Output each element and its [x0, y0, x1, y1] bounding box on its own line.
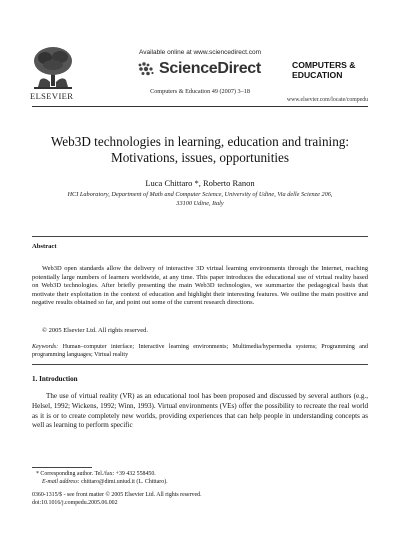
journal-url[interactable]: www.elsevier.com/locate/compedu	[286, 97, 368, 103]
doi-line[interactable]: doi:10.1016/j.compedu.2005.06.002	[32, 499, 118, 506]
introduction-heading: 1. Introduction	[32, 375, 78, 383]
affiliation-line-1: HCI Laboratory, Department of Math and Computer Science, University of Udine, Via delle Scienze 206,	[67, 191, 333, 198]
journal-reference: Computers & Education 49 (2007) 3–18	[150, 88, 250, 95]
abstract-text: Web3D open standards allow the delivery of interactive 3D virtual learning environments through the Internet, reaching potentially large numbers of learners worldwide, at any time. This paper introduces the educational use of virtual reality based on Web3D technologies. After briefly presenting the main Web3D technologies, we summarize the pedagogical basis that motivate their exploitation in the context of education and highlight their interesting features. We outline the main positive and negative results obtained so far, and point out some of the current research directions.	[32, 265, 368, 307]
journal-badge-line1: COMPUTERS &	[292, 60, 356, 70]
journal-badge	[292, 60, 356, 80]
issn-line: 0360-1315/$ - see front matter © 2005 Elsevier Ltd. All rights reserved.	[32, 492, 202, 498]
journal-badge-line2: EDUCATION	[292, 70, 343, 80]
keywords-label: Keywords:	[32, 344, 59, 350]
email-address[interactable]: chittaro@dimi.uniud.it (L. Chittaro).	[81, 479, 168, 485]
article-title	[20, 134, 380, 166]
keywords	[32, 343, 368, 360]
sciencedirect-dots-icon	[137, 61, 155, 77]
abstract-top-rule	[32, 236, 368, 237]
title-line-1: Web3D technologies in learning, education and training:	[50, 134, 350, 149]
keywords-list: Human–computer interface; Interactive learning environments; Multimedia/hypermedia systems; Programming and programming languages; Virtual reality	[32, 344, 368, 359]
sciencedirect-brand: ScienceDirect	[159, 60, 261, 77]
available-online-text: Available online at www.sciencedirect.com	[139, 49, 261, 56]
footnote-rule	[32, 467, 92, 468]
affiliation	[40, 191, 360, 208]
footnote-corresponding: * Corresponding author. Tel./fax: +39 432 558450.	[36, 471, 156, 477]
abstract-heading: Abstract	[32, 243, 57, 250]
abstract-copyright: © 2005 Elsevier Ltd. All rights reserved.	[42, 327, 149, 334]
authors: Luca Chittaro *, Roberto Ranon	[145, 178, 255, 188]
affiliation-line-2: 33100 Udine, Italy	[176, 199, 224, 207]
header-rule	[32, 106, 368, 107]
introduction-text: The use of virtual reality (VR) as an educational tool has been proposed and discussed by several authors (e.g., Helsel, 1992; Wickens, 1992; Winn, 1993). Virtual environments (VEs) offer the possibility to recreate the real world as it is or to create completely new worlds, providing experiences that can help people in understanding concepts as well as learning to perform specific	[32, 392, 368, 430]
title-line-2: Motivations, issues, opportunities	[110, 150, 290, 165]
sciencedirect-logo	[137, 58, 261, 80]
front-matter	[32, 492, 202, 507]
email-label: E-mail address:	[42, 479, 80, 485]
footnote-email	[42, 479, 168, 487]
publisher-name: ELSEVIER	[30, 91, 74, 101]
abstract-bottom-rule	[32, 364, 368, 365]
